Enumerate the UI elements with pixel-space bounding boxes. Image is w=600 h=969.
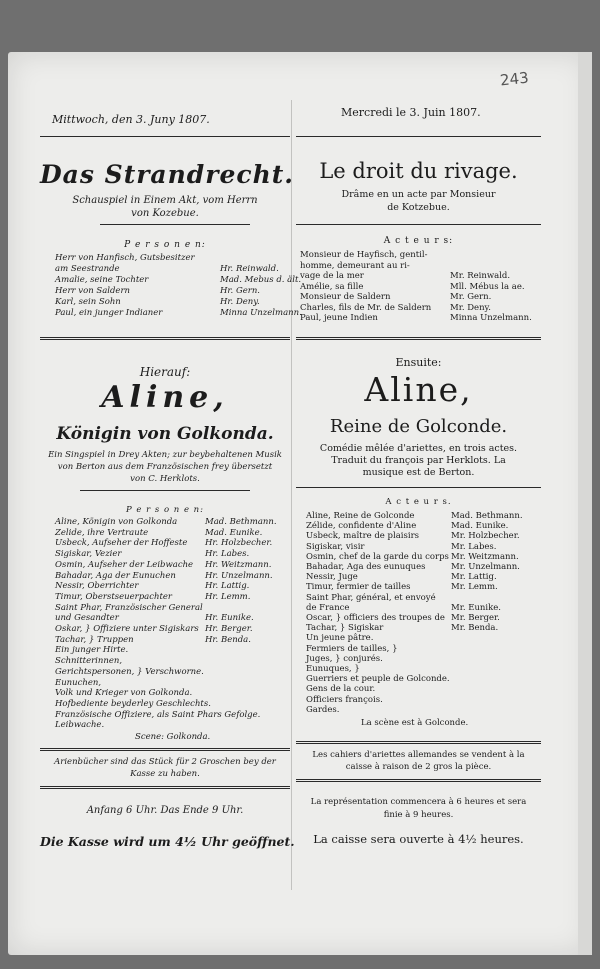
divider [80,490,250,491]
cast-role: Hofbediente beyderley Geschlechts. [55,698,211,709]
divider [296,779,541,782]
cast-actor: Mad. Eunike. [451,521,509,532]
cast-role: Bahadar, Aga des eunuques [306,562,426,572]
german-start-time: Anfang 6 Uhr. Das Ende 9 Uhr. [86,805,244,816]
cast-role: de France [306,602,350,613]
page-edge [578,52,592,955]
cast-actor: Mr. Deny. [450,302,491,313]
french-scene: La scène est à Golconde. [361,718,469,728]
cast-role: Volk und Krieger von Golkonda. [55,688,193,699]
german-aline-desc: von Berton aus dem Französischen frey übersetzt [57,462,273,472]
german-aline-desc: von C. Herklots. [130,474,200,484]
cast-actor: Mr. Weitzmann. [451,551,519,562]
french-date: Mercredi le 3. Juin 1807. [341,106,481,119]
cast-actor: Hr. Lemm. [205,591,251,602]
cast-role: Gardes. [306,704,340,715]
cast-role: Amalie, seine Tochter [55,275,149,285]
german-box-office: Die Kasse wird um 4½ Uhr geöffnet. [40,834,295,849]
cast-actor: Mr. Lattig. [451,572,497,583]
cast-role: Oscar, } officiers des troupes de [306,613,445,623]
french-ensuite: Ensuite: [395,356,442,369]
german-title: Das Strandrecht. [40,160,295,189]
cast-role: Leibwache. [55,720,105,731]
french-start-time: finie à 9 heures. [383,810,454,820]
german-libretto-note: Arienbücher sind das Stück für 2 Groschen bey der [54,757,276,767]
cast-role: homme, demeurant au ri- [300,260,410,271]
divider [296,337,541,340]
cast-role: Saint Phar, général, et envoyé [306,592,436,603]
cast-role: Monsieur de Saldern [300,292,391,302]
german-hierauf: Hierauf: [139,365,191,379]
cast-role: Zélide, confidente d'Aline [306,521,417,532]
cast-role: Osmin, chef de la garde du corps [306,551,449,562]
cast-role: Usbeck, Aufseher der Hoffeste [55,538,188,549]
cast-actor: Mr. Lemm. [451,582,498,593]
cast-role: Schnitterinnen, [55,656,123,667]
cast-actor: Hr. Unzelmann. [205,570,273,581]
cast-role: Zelide, ihre Vertraute [55,527,149,538]
cast-role: Charles, fils de Mr. de Saldern [300,302,432,313]
german-aline-title: Aline, [101,380,229,415]
cast-role: Osmin, Aufseher der Leibwache [55,559,194,570]
french-box-office: La caisse sera ouverte à 4½ heures. [313,832,524,846]
cast-actor: Hr. Deny. [220,297,260,307]
cast-role: Herr von Saldern [55,286,130,296]
cast-role: Französische Offiziere, als Saint Phars Gefolge. [55,709,261,720]
cast-role: Eunuques, } [306,664,360,674]
cast-role: Monsieur de Hayfisch, gentil- [300,250,428,260]
cast-role: Amélie, sa fille [300,281,364,292]
french-title: Le droit du rivage. [319,159,518,183]
divider [100,224,250,225]
french-aline-desc: Traduit du françois par Herklots. La [331,455,506,466]
french-cast-heading: A c t e u r s: [383,236,454,246]
cast-role: vage de la mer [300,271,364,281]
german-cast2-heading: P e r s o n e n: [125,505,205,515]
french-aline-desc: musique est de Berton. [362,467,475,478]
german-aline-desc: Ein Singspiel in Drey Akten; zur beybehaltenen Musik [48,450,282,460]
cast-actor: Mr. Holzbecher. [451,531,520,542]
cast-role: Usbeck, maître de plaisirs [306,531,419,542]
cast-role: Sigiskar, Vezier [55,549,122,560]
german-subtitle: von Kozebue. [131,208,199,219]
divider [296,224,541,225]
german-subtitle: Schauspiel in Einem Akt, vom Herrn [72,195,258,206]
german-cast-heading: P e r s o n e n: [124,240,206,250]
cast-role: Ein junger Hirte. [55,645,129,656]
cast-role: Bahadar, Aga der Eunuchen [55,570,176,581]
cast-role: Karl, sein Sohn [55,297,121,307]
cast-actor: Hr. Eunike. [205,613,254,624]
french-libretto-note: caisse à raison de 2 gros la pièce. [345,762,492,772]
cast-actor: Hr. Benda. [205,634,251,645]
cast-role: Herr von Hanfisch, Gutsbesitzer [55,253,195,263]
cast-role: Fermiers de tailles, } [306,643,398,654]
cast-actor: Mr. Labes. [451,541,497,552]
cast-role: Tachar, } Sigiskar [306,623,384,634]
cast-actor: Mad. Bethmann. [451,511,523,521]
cast-role: Sigiskar, visir [306,541,365,552]
cast-role: Gerichtspersonen, } Verschworne. [55,666,204,677]
cast-actor: Hr. Weitzmann. [205,559,272,570]
cast-role: Nessir, Juge [306,572,358,583]
french-aline-subtitle: Reine de Golconde. [329,416,508,437]
cast-role: Paul, ein junger Indianer [55,308,163,318]
cast-actor: Hr. Holzbecher. [205,538,273,549]
cast-role: Nessir, Oberrichter [55,581,139,592]
cast-role: Aline, Königin von Golkonda [55,517,178,527]
cast-actor: Minna Unzelmann. [450,313,532,323]
german-date: Mittwoch, den 3. Juny 1807. [52,113,210,126]
cast-actor: Mad. Bethmann. [205,517,277,527]
french-aline-desc: Comédie mêlée d'ariettes, en trois actes. [319,443,518,454]
cast-actor: Hr. Berger. [205,624,253,634]
cast-actor: Mad. Mebus d. ält. [220,275,302,285]
cast-actor: Mr. Unzelmann. [451,562,520,572]
cast-actor: Minna Unzelmann. [220,308,302,318]
french-subtitle: de Kotzebue. [387,202,450,213]
cast-role: Saint Phar, Französischer General [55,602,203,613]
french-subtitle: Drâme en un acte par Monsieur [341,189,496,200]
column-divider [291,100,292,890]
cast-role: Oskar, } Offiziere unter Sigiskars [55,624,199,634]
cast-actor: Mr. Berger. [451,613,500,623]
cast-role: Guerriers et peuple de Golconde. [306,674,450,685]
divider [40,136,290,137]
cast-actor: Hr. Gern. [220,286,261,296]
french-aline-title: Aline, [364,370,473,409]
cast-role: Juges, } conjurés. [306,653,383,664]
cast-actor: Mr. Reinwald. [450,271,511,281]
french-libretto-note: Les cahiers d'ariettes allemandes se vendent à la [312,750,525,760]
cast-actor: Hr. Reinwald. [220,264,279,274]
cast-actor: Mad. Eunike. [205,527,263,538]
cast-role: Officiers françois. [306,694,383,705]
handwritten-page-number: 243 [499,68,530,90]
cast-role: Eunuchen, [55,677,102,688]
cast-role: Paul, jeune Indien [300,313,378,323]
divider [40,748,290,751]
cast-actor: Mr. Gern. [450,292,492,302]
cast-actor: Mr. Eunike. [451,602,501,613]
cast-actor: Mr. Benda. [451,623,499,634]
divider [296,741,541,744]
french-cast2-heading: A c t e u r s. [385,497,452,507]
cast-role: Tachar, } Truppen [55,634,134,645]
cast-actor: Mll. Mébus la ae. [450,281,525,292]
german-aline-subtitle: Königin von Golkonda. [56,424,274,444]
cast-role: Timur, Oberstseuerpachter [55,591,172,602]
divider [296,487,541,488]
french-start-time: La représentation commencera à 6 heures et sera [310,797,527,807]
cast-actor: Hr. Labes. [205,549,250,560]
divider [40,337,290,340]
cast-role: Timur, fermier de tailles [306,582,411,593]
cast-role: am Seestrande [55,264,120,274]
divider [40,786,290,789]
cast-role: Gens de la cour. [306,684,376,695]
german-scene: Scene: Golkonda. [135,732,211,742]
german-libretto-note: Kasse zu haben. [130,769,200,779]
cast-actor: Hr. Lattig. [205,581,250,592]
cast-role: Un jeune pâtre. [306,633,374,644]
cast-role: und Gesandter [55,613,119,624]
cast-role: Aline, Reine de Golconde [306,511,415,521]
divider [296,136,541,137]
